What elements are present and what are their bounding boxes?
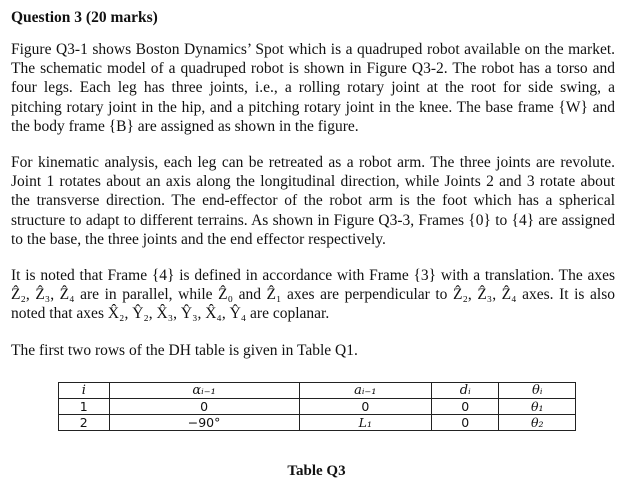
question-document — [11, 8, 615, 377]
text-line: structure to adapt to different terrains. As shown in Figure Q3-3, Frames {0} to {4} are assigned — [11, 211, 615, 229]
text-line: pitching rotary joint in the hip, and a pitching rotary joint in the knee. The base frame {W} and — [11, 98, 615, 116]
table-cell: 0 — [109, 399, 299, 415]
text-line: For kinematic analysis, each leg can be retreated as a robot arm. The three joints are revolute. — [11, 154, 615, 172]
table-cell: θ₂ — [499, 415, 576, 431]
dh-table-header-row — [59, 383, 576, 399]
dh-header-d: dᵢ — [432, 383, 499, 399]
table-cell: −90° — [109, 415, 299, 431]
text-line: Joint 1 rotates about an axis along the longitudinal direction, while Joints 2 and 3 rotate about — [11, 173, 615, 191]
text-line: Ẑ₂, Ẑ₃, Ẑ₄ are in parallel, while Ẑ₀ and Ẑ₁ axes are perpendicular to Ẑ₂, Ẑ₃, Ẑ₄ axes. It is also — [11, 286, 615, 304]
text-line: to the base, the three joints and the end effector respectively. — [11, 230, 386, 248]
paragraph-robot-description — [11, 40, 615, 136]
table-row — [59, 399, 576, 415]
dh-header-a: aᵢ₋₁ — [299, 383, 431, 399]
text-line: four legs. Each leg has three joints, i.e., a rolling rotary joint at the root for side swing, a — [11, 79, 615, 97]
paragraph-kinematic-analysis — [11, 153, 615, 249]
dh-header-alpha: αᵢ₋₁ — [109, 383, 299, 399]
table-row — [59, 415, 576, 431]
question-heading: Question 3 (20 marks) — [11, 9, 158, 26]
paragraph-dh-intro — [11, 341, 615, 360]
text-line: Figure Q3-1 shows Boston Dynamics’ Spot which is a quadruped robot available on the market. — [11, 41, 615, 58]
text-line: noted that axes X̂₂, Ŷ₂, X̂₃, Ŷ₃, X̂₄, Ŷ₄ are coplanar. — [11, 305, 330, 323]
text-line: the body frame {B} are assigned as shown in the figure. — [11, 117, 359, 135]
dh-table — [58, 382, 576, 431]
dh-header-i: i — [59, 383, 110, 399]
table-cell: L₁ — [299, 415, 431, 431]
paragraph-frame-notes — [11, 266, 615, 324]
table-cell: 0 — [299, 399, 431, 415]
table-cell: 1 — [59, 399, 110, 415]
text-line: the transverse direction. The end-effector of the robot arm is the foot which has a spherical — [11, 192, 615, 210]
text-line: The first two rows of the DH table is given in Table Q1. — [11, 341, 358, 359]
table-cell: 2 — [59, 415, 110, 431]
text-line: The schematic model of a quadruped robot is shown in Figure Q3-2. The robot has a torso and — [11, 60, 615, 78]
table-cell: 0 — [432, 399, 499, 415]
table-cell: 0 — [432, 415, 499, 431]
dh-header-theta: θᵢ — [499, 383, 576, 399]
table-cell: θ₁ — [499, 399, 576, 415]
text-line: It is noted that Frame {4} is defined in accordance with Frame {3} with a translation. The axes — [11, 267, 615, 285]
table-caption: Table Q3 — [287, 463, 346, 479]
